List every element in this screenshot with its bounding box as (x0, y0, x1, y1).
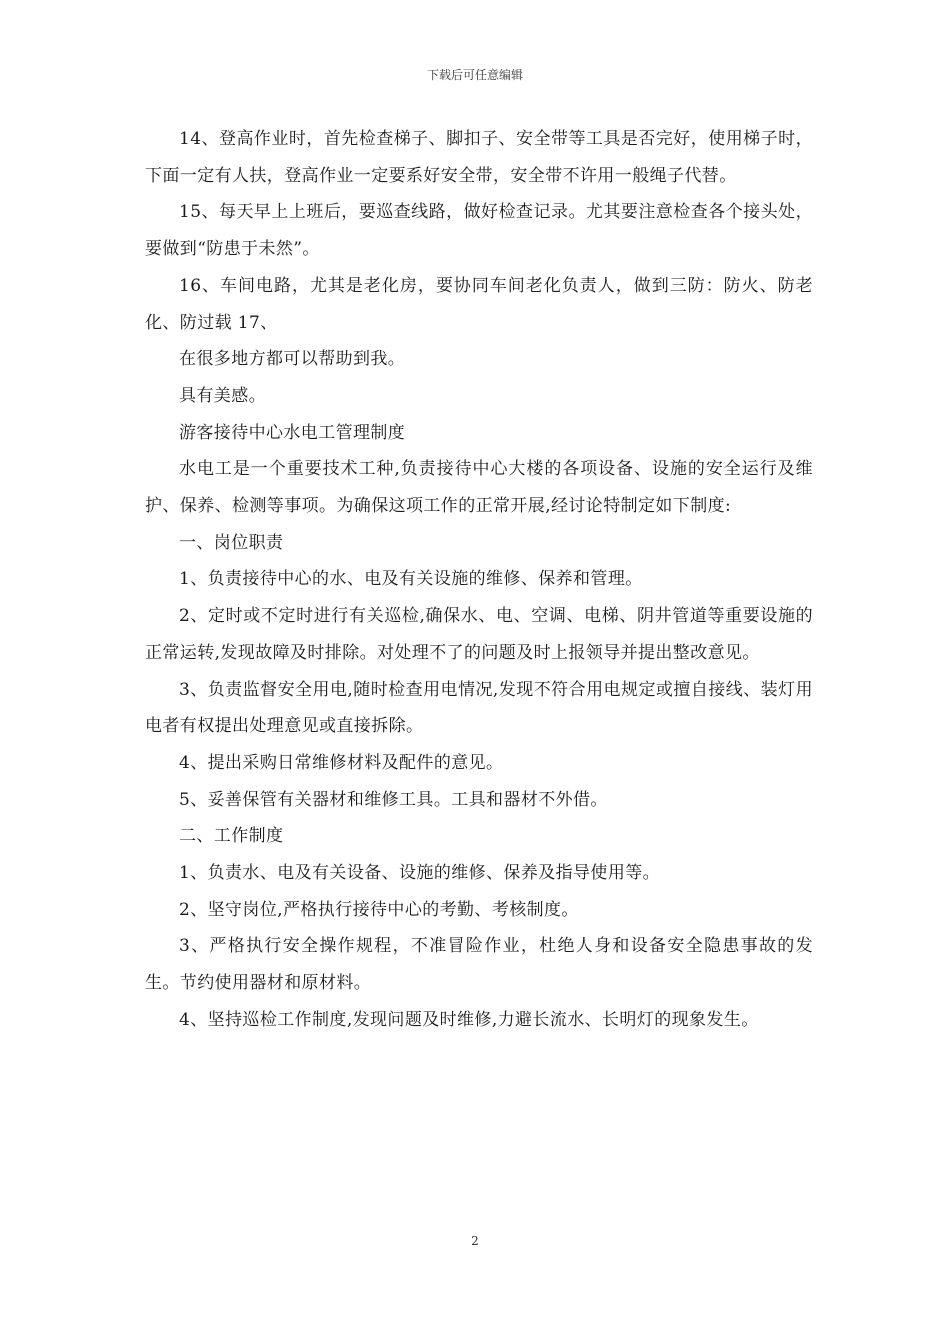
heading-job-duties: 一、岗位职责 (179, 532, 284, 553)
duty-item-4: 4、提出采购日常维修材料及配件的意见。 (179, 752, 504, 773)
paragraph-item-14: 14、登高作业时，首先检查梯子、脚扣子、安全带等工具是否完好，使用梯子时，下面一定有人扶，登高作业一定要系好安全带，安全带不许用一般绳子代替。 (145, 129, 813, 186)
paragraph-item-16: 16、车间电路，尤其是老化房，要协同车间老化负责人，做到三防：防火、防老化、防过载 17、 (145, 275, 813, 333)
duty-item-2: 2、定时或不定时进行有关巡检,确保水、电、空调、电梯、阴井管道等重要设施的正常运转,发现故障及时排除。对处理不了的问题及时上报领导并提出整改意见。 (145, 606, 813, 663)
rule-item-4: 4、坚持巡检工作制度,发现问题及时维修,力避长流水、长明灯的现象发生。 (179, 1009, 759, 1030)
rule-item-3: 3、严格执行安全操作规程，不准冒险作业，杜绝人身和设备安全隐患事故的发生。节约使用器材和原材料。 (145, 936, 813, 994)
page-number: 2 (471, 1234, 479, 1248)
heading-work-rules: 二、工作制度 (179, 826, 284, 847)
page-header: 下载后可任意编辑 (426, 68, 523, 82)
paragraph-aesthetic: 具有美感。 (179, 385, 266, 406)
document-body (145, 121, 813, 1039)
paragraph-item-15: 15、每天早上上班后，要巡查线路，做好检查记录。尤其要注意检查各个接头处，要做到“防患于未然”。 (145, 202, 813, 260)
paragraph-helpful: 在很多地方都可以帮助到我。 (179, 349, 406, 370)
section-title: 游客接待中心水电工管理制度 (179, 422, 406, 443)
duty-item-5: 5、妥善保管有关器材和维修工具。工具和器材不外借。 (179, 789, 608, 810)
rule-item-1: 1、负责水、电及有关设备、设施的维修、保养及指导使用等。 (179, 863, 661, 884)
duty-item-1: 1、负责接待中心的水、电及有关设施的维修、保养和管理。 (179, 569, 643, 590)
duty-item-3: 3、负责监督安全用电,随时检查用电情况,发现不符合用电规定或擅自接线、装灯用电者有权提出处理意见或直接拆除。 (145, 679, 813, 737)
rule-item-2: 2、坚守岗位,严格执行接待中心的考勤、考核制度。 (179, 899, 579, 920)
intro-paragraph: 水电工是一个重要技术工种,负责接待中心大楼的各项设备、设施的安全运行及维护、保养、检测等事项。为确保这项工作的正常开展,经讨论特制定如下制度: (145, 459, 813, 517)
